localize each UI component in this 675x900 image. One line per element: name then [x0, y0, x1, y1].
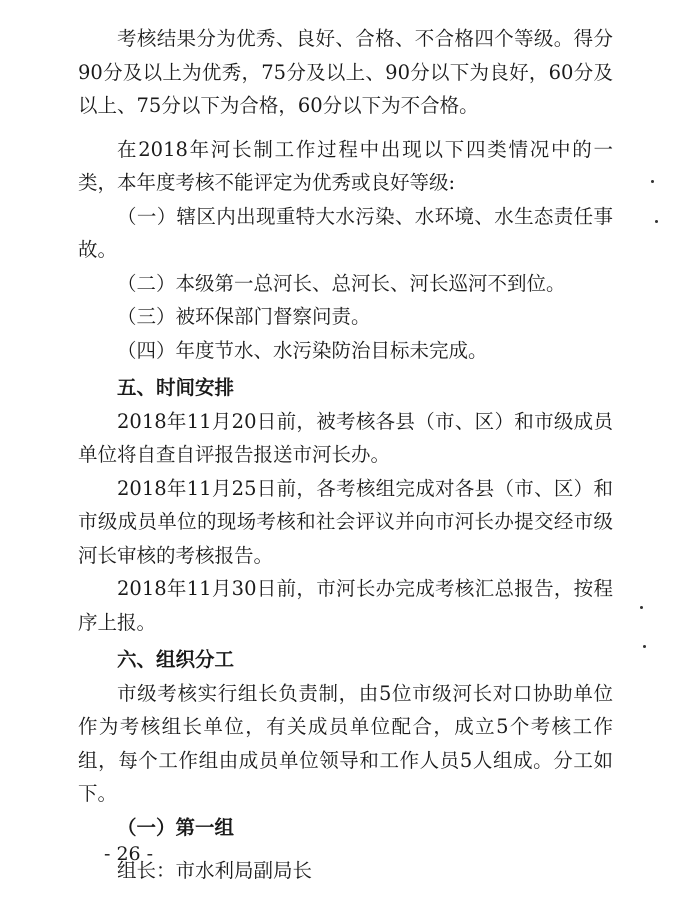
organization-paragraph: 市级考核实行组长负责制，由5位市级河长对口协助单位作为考核组长单位，有关成员单位配合，成立5个考核工作组，每个工作组由成员单位领导和工作人员5人组成。分工如下。 — [78, 681, 613, 805]
section-heading-schedule: 五、时间安排 — [117, 376, 235, 399]
schedule-paragraph-3: 2018年11月30日前，市河长办完成考核汇总报告，按程序上报。 — [78, 577, 613, 634]
schedule-paragraph-2: 2018年11月25日前，各考核组完成对各县（市、区）和市级成员单位的现场考核和社会评议并向市河长办提交经市级河长审核的考核报告。 — [78, 476, 613, 567]
exclusion-item-3: （三）被环保部门督察问责。 — [117, 305, 371, 328]
section-heading-organization: 六、组织分工 — [117, 648, 235, 671]
scan-speck — [655, 220, 658, 223]
grading-paragraph: 考核结果分为优秀、良好、合格、不合格四个等级。得分90分及以上为优秀，75分及以上、90分以下为良好，60分及以上、75分以下为合格，60分以下为不合格。 — [78, 27, 613, 117]
page-number: - 26 - — [104, 843, 154, 865]
exclusion-item-4: （四）年度节水、水污染防治目标未完成。 — [117, 338, 488, 362]
scan-speck — [643, 645, 646, 648]
exclusion-item-2: （二）本级第一总河长、总河长、河长巡河不到位。 — [117, 271, 566, 295]
document-body — [78, 22, 613, 888]
group-heading-1: （一）第一组 — [117, 815, 235, 839]
scan-speck — [640, 606, 643, 609]
exclusion-item-1: （一）辖区内出现重特大水污染、水环境、水生态责任事故。 — [78, 204, 613, 261]
scan-speck — [651, 180, 654, 183]
exclusion-paragraph: 在2018年河长制工作过程中出现以下四类情况中的一类，本年度考核不能评定为优秀或良好等级: — [78, 137, 613, 194]
group-leader-line: 组长：市水利局副局长 — [117, 859, 313, 882]
schedule-paragraph-1: 2018年11月20日前，被考核各县（市、区）和市级成员单位将自查自评报告报送市河长办。 — [78, 409, 613, 466]
